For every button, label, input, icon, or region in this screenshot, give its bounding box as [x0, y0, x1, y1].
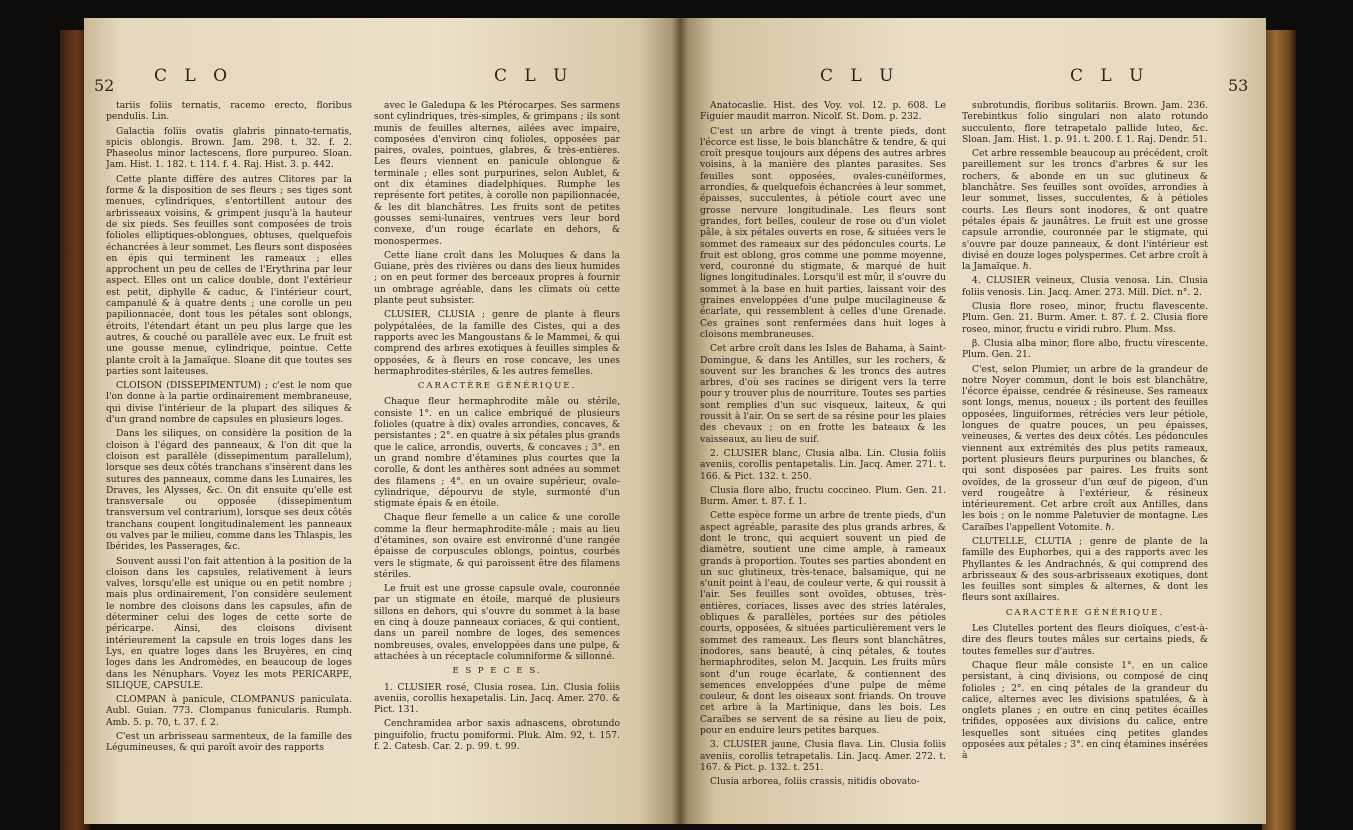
paragraph: Galactia foliis ovatis glabris pinnato-ternatis, spicis oblongis. Brown. Jam. 298. t. 32. f. 2. Phaseolus minor lactescens, flore purpureo. Sloan. Jam. Hist. 1. 182. t. 114. f. 4. Raj. Hist. 3. p. 442. [106, 125, 352, 171]
paragraph: Anatocaslie. Hist. des Voy. vol. 12. p. 608. Le Figuier maudit marron. Nicolf. St. Dom. p. 232. [700, 100, 946, 123]
page-number: 52 [94, 76, 115, 95]
left-page [84, 18, 680, 824]
paragraph: CLUSIER, CLUSIA ; genre de plante à fleurs polypétalées, de la famille des Cistes, qui a des rapports avec les Mangoustans & le Mammei, & qui comprend des arbres exotiques à feuilles simples & opposées, & à fleurs en rose concave, les unes hermaphrodites-stériles, & les autres femelles. [374, 309, 620, 377]
paragraph: Cet arbre ressemble beaucoup au précédent, croît pareillement sur les troncs d'arbres & sur les rochers, & abonde en un suc glutineux & blanchâtre. Ses feuilles sont ovoïdes, arrondies à leur sommet, lisses, succulentes, & à pétioles courts. Les fleurs sont inodores, & ont quatre pétales épais & jaunâtres. Le fruit est une grosse capsule arrondie, couronnée par le stigmate, qui s'ouvre par douze panneaux, & dont l'intérieur est divisé en douze loges polyspermes. Cet arbre croît à la Jamaïque. ℏ. [962, 148, 1208, 273]
paragraph: Chaque fleur mâle consiste 1°. en un calice persistant, à cinq divisions, ou composé de cinq folioles ; 2°. en cinq pétales de la grandeur du calice, alternes avec les divisions spatulées, & à onglets planes ; en outre en cinq petites écailles trifides, opposées aux divisions du calice, entre lesquelles sont situées cinq petites glandes opposées aux pétales ; 3°. en cinq étamines insérées à [962, 659, 1208, 762]
paragraph: tariis foliis ternatis, racemo erecto, floribus pendulis. Lin. [106, 100, 352, 123]
paragraph: CARACTÈRE GÉNÉRIQUE. [1005, 607, 1165, 618]
running-header-left: C L O [154, 66, 234, 86]
paragraph: 2. CLUSIER blanc, Clusia alba. Lin. Clusia foliis aveniis, corollis pentapetalis. Lin. Jacq. Amer. 271. t. 166. & Pict. 132. t. 250. [700, 447, 946, 482]
text-column-2 [962, 100, 1208, 820]
running-header-right: C L U [1070, 66, 1150, 86]
paragraph: 3. CLUSIER jaune, Clusia flava. Lin. Clusia foliis aveniis, corollis tetrapetalis. Lin. Jacq. Amer. 272. t. 167. & Pict. p. 132. t. 251. [700, 739, 946, 773]
running-header-right: C L U [494, 66, 574, 86]
paragraph: Chaque fleur femelle a un calice & une corolle comme la fleur hermaphrodite-mâle ; mais au lieu d'étamines, son ovaire est environné d'une rangée épaisse de corpuscules oblongs, pointus, courbés vers le stigmate, & qui paroissent être des filamens stériles. [374, 512, 620, 580]
paragraph: Cette plante diffère des autres Clitores par la forme & la disposition de ses fleurs ; ses tiges sont menues, cylindriques, s'entortillent autour des arbrisseaux voisins, & grimpent jusqu'à la hauteur de six pieds. Ses feuilles sont composées de trois folioles elliptiques-oblongues, obtuses, quelquefois échancrées à leur sommet. Les fleurs sont disposées en épis qui terminent les rameaux ; elles approchent un peu de celles de l'Erythrina par leur aspect. Elles ont un calice double, dont l'extérieur est petit, diphylle & caduc, & l'intérieur court, campanulé & à quatre dents ; une corolle un peu papilionnacée, dont tous les pétales sont oblongs, étroits, l'étendart étant un peu plus large que les autres, & couché ou parallèle avec eux. Le fruit est une gousse menue, cylindrique, pointue. Cette plante croît à la Jamaïque. Sloane dit que toutes ses parties sont laiteuses. [106, 173, 352, 377]
text-column-2 [374, 100, 620, 820]
right-page [680, 18, 1266, 824]
paragraph: C'est, selon Plumier, un arbre de la grandeur de notre Noyer commun, dont le bois est blanchâtre, l'écorce épaisse, cendrée & résineuse. Ses rameaux sont longs, menus, noueux ; ils portent des feuilles opposées, linguiformes, rétrécies vers leur pétiole, longues de quatre pouces, un peu épaisses, veineuses, & vertes des deux côtés. Les pédoncules viennent aux extrémités des plus petits rameaux, portent plusieurs fleurs purpurines ou blanches, & qui sont disposées par paires. Les fruits sont ovoïdes, de la grosseur d'un œuf de pigeon, d'un verd rougeâtre à l'extérieur, & résineux intérieurement. Cet arbre croît aux Antilles, dans les bois ; on le nomme Paletuvier de montagne. Les Caraïbes l'appellent Votomite. ℏ. [962, 363, 1208, 533]
page-number: 53 [1228, 76, 1249, 95]
paragraph: Cette espèce forme un arbre de trente pieds, d'un aspect agréable, parasite des plus grands arbres, & dont le tronc, qui acquiert souvent un pied de diamètre, soutient une cime ample, à rameaux grands à proportion. Toutes ses parties abondent en un suc glutineux, très-tenace, balsamique, qui ne s'unit point à l'eau, de couleur verte, & qui roussit à l'air. Ses feuilles sont ovoïdes, obtuses, très-entières, coriaces, lisses avec des stries latérales, obliques & parallèles, portées sur des pétioles courts, opposées, & situées particulièrement vers le sommet des rameaux. Les fleurs sont blanchâtres, inodores, sans beauté, à cinq pétales, & toutes hermaphrodites, selon M. Jacquin. Les fruits mûrs sont d'un rouge écarlate, & contiennent des semences enveloppées d'une pulpe de même couleur, & dont les oiseaux sont friands. On trouve cet arbre à la Martinique, dans les bois. Les Caraïbes se servent de sa résine au lieu de poix, pour en enduire leurs petites barques. [700, 510, 946, 737]
paragraph: 4. CLUSIER veineux, Clusia venosa. Lin. Clusia foliis venosis. Lin. Jacq. Amer. 273. Mill. Dict. n°. 2. [962, 275, 1208, 298]
paragraph: CLOMPAN à panicule, CLOMPANUS paniculata. Aubl. Guian. 773. Clompanus funicularis. Rumph. Amb. 5. p. 70, t. 37. f. 2. [106, 694, 352, 728]
book-gutter [672, 18, 688, 824]
text-column-1 [700, 100, 946, 820]
paragraph: CLOISON (DISSEPIMENTUM) ; c'est le nom que l'on donne à la partie ordinairement membraneuse, qui divise l'intérieur de la plupart des siliques & d'un grand nombre de capsules en plusieurs loges. [106, 380, 352, 426]
paragraph: CLUTELLE, CLUTIA ; genre de plante de la famille des Euphorbes, qui a des rapports avec les Phyllantes & les Andrachnés, & qui comprend des arbrisseaux & des sous-arbrisseaux exotiques, dont les feuilles sont simples & alternes, & dont les fleurs sont axillaires. [962, 535, 1208, 604]
paragraph: Clusia arborea, foliis crassis, nitidis obovato- [710, 776, 920, 788]
paragraph: Souvent aussi l'on fait attention à la position de la cloison dans les capsules, relativement à leurs valves, lorsqu'elle est unique ou en petit nombre ; mais plus ordinairement, l'on considère seulement le nombre des cloisons dans les capsules, afin de déterminer celui des loges de cette sorte de péricarpe. Ainsi, des cloisons divisent intérieurement la capsule en trois loges dans les Lys, en quatre loges dans les Bruyères, en cinq loges dans les Andromèdes, en beaucoup de loges dans les Nénuphars. Voyez les mots PERICARPE, SILIQUE, CAPSULE. [106, 555, 352, 691]
paragraph: Dans les siliques, on considère la position de la cloison à l'égard des panneaux, & l'on dit que la cloison est parallèle (dissepimentum parallelum), lorsque ses deux côtés tranchans s'insèrent dans les sutures des panneaux, comme dans les Lunaires, les Draves, les Alysses, &c. On dit ensuite qu'elle est transversale ou opposée (dissepimentum transversum vel contrarium), lorsque ses deux côtés tranchans coupent longitudinalement les panneaux ou valves par le milieu, comme dans les Thlaspis, les Ibérides, les Passerages, &c. [106, 428, 352, 553]
paragraph: Cette liane croît dans les Moluques & dans la Guiane, près des rivières ou dans des lieux humides ; on en peut former des berceaux propres à fournir un ombrage agréable, dans les climats où cette plante peut subsister. [374, 249, 620, 307]
paragraph: Chaque fleur hermaphrodite mâle ou stérile, consiste 1°. en un calice embriqué de plusieurs folioles (quatre à dix) ovales arrondies, concaves, & persistantes ; 2°. en quatre à six pétales plus grands que le calice, arrondis, ouverts, & concaves ; 3°. en un grand nombre d'étamines plus courtes que la corolle, & dont les anthères sont adnées au sommet des filamens ; 4°. en un ovaire supérieur, ovale-cylindrique, dépourvu de style, surmonté d'un stigmate épais & en étoile. [374, 396, 620, 510]
paragraph: subrotundis, floribus solitariis. Brown. Jam. 236. Terebintkus folio singulari non alato rotundo succulento, flore tetrapetalo pallide luteo, &c. Sloan. Jam. Hist. 1. p. 91. t. 200. f. 1. Raj. Dendr. 51. [962, 100, 1208, 145]
paragraph: 1. CLUSIER rosé, Clusia rosea. Lin. Clusia foliis aveniis, corollis hexapetalis. Lin. Jacq. Amer. 270. & Pict. 131. [374, 681, 620, 716]
paragraph: Clusia flore roseo, minor, fructu flavescente. Plum. Gen. 21. Burm. Amer. t. 87. f. 2. Clusia flore roseo, minor, fructu e viridi rubro. Plum. Mss. [962, 301, 1208, 335]
paragraph: Cet arbre croît dans les Isles de Bahama, à Saint-Domingue, & dans les Antilles, sur les rochers, & souvent sur les branches & les troncs des autres arbres, d'où ses racines se dirigent vers la terre pour y trouver plus de nourriture. Toutes ses parties sont remplies d'un suc visqueux, laiteux, & qui roussit à l'air. On se sert de sa résine pour les plaies des chevaux ; on en frotte les bateaux & les vaisseaux, au lieu de suif. [700, 343, 946, 445]
text-column-1 [106, 100, 352, 820]
paragraph: E S P E C E S. [452, 666, 542, 677]
paragraph: avec le Galedupa & les Ptérocarpes. Ses sarmens sont cylindriques, très-simples, & grimpans ; ils sont munis de feuilles alternes, ailées avec impaire, composées d'environ cinq folioles, opposées par paires, ovales, pointues, glabres, & très-entières. Les fleurs viennent en panicule oblongue & terminale ; elles sont purpurines, selon Aublet, & ont dix étamines diadelphiques. Rumphe les représente fort petites, à corolle non papilionnacée, & les dit blanchâtres. Les fruits sont de petites gousses semi-lunaires, ventrues vers leur bord convexe, d'un rouge écarlate en dehors, & monospermes. [374, 100, 620, 247]
paragraph: Cenchramidea arbor saxis adnascens, obrotundo pinguifolio, fructu pomiformi. Pluk. Alm. 92, t. 157. f. 2. Catesb. Car. 2. p. 99. t. 99. [374, 718, 620, 753]
paragraph: Les Clutelles portent des fleurs dioïques, c'est-à-dire des fleurs toutes mâles sur certains pieds, & toutes femelles sur d'autres. [962, 623, 1208, 657]
paragraph: Clusia flore albo, fructu coccineo. Plum. Gen. 21. Burm. Amer. t. 87. f. 1. [700, 484, 946, 508]
paragraph: CARACTÈRE GÉNÉRIQUE. [417, 381, 577, 392]
paragraph: C'est un arbrisseau sarmenteux, de la famille des Légumineuses, & qui paroît avoir des rapports [106, 731, 352, 754]
paragraph: C'est un arbre de vingt à trente pieds, dont l'écorce est lisse, le bois blanchâtre & tendre, & qui croît presque toujours aux dépens des autres arbres voisins, à la manière des plantes parasites. Ses feuilles sont opposées, ovales-cunéiformes, arrondies, & quelquefois échancrées à leur sommet, épaisses, succulentes, à pétiole court avec une grosse nervure longitudinale. Les fleurs sont grandes, fort belles, couleur de rose ou d'un violet pâle, à six pétales ouverts en rose, & situées vers le sommet des rameaux sur des pédoncules courts. Le fruit est oblong, gros comme une pomme moyenne, verd, couronné du stigmate, & marqué de huit lignes longitudinales. Lorsqu'il est mûr, il s'ouvre du sommet à la base en huit parties, laissant voir des graines enveloppées d'une pulpe mucilagineuse & écarlate, qui ressemblent à celles d'une Grenade. Ces graines sont renfermées dans huit loges à cloisons membraneuses. [700, 125, 946, 340]
book-cover-right [1262, 30, 1296, 830]
running-header-left: C L U [820, 66, 900, 86]
paragraph: β. Clusia alba minor, flore albo, fructu virescente. Plum. Gen. 21. [962, 337, 1208, 361]
paragraph: Le fruit est une grosse capsule ovale, couronnée par un stigmate en étoile, marqué de plusieurs sillons en dehors, qui s'ouvre du sommet à la base en cinq à douze panneaux coriaces, & qui contient, dans un pareil nombre de loges, des semences nombreuses, ovales, enveloppées dans une pulpe, & attachées à un réceptacle columniforme & sillonné. [374, 583, 620, 662]
